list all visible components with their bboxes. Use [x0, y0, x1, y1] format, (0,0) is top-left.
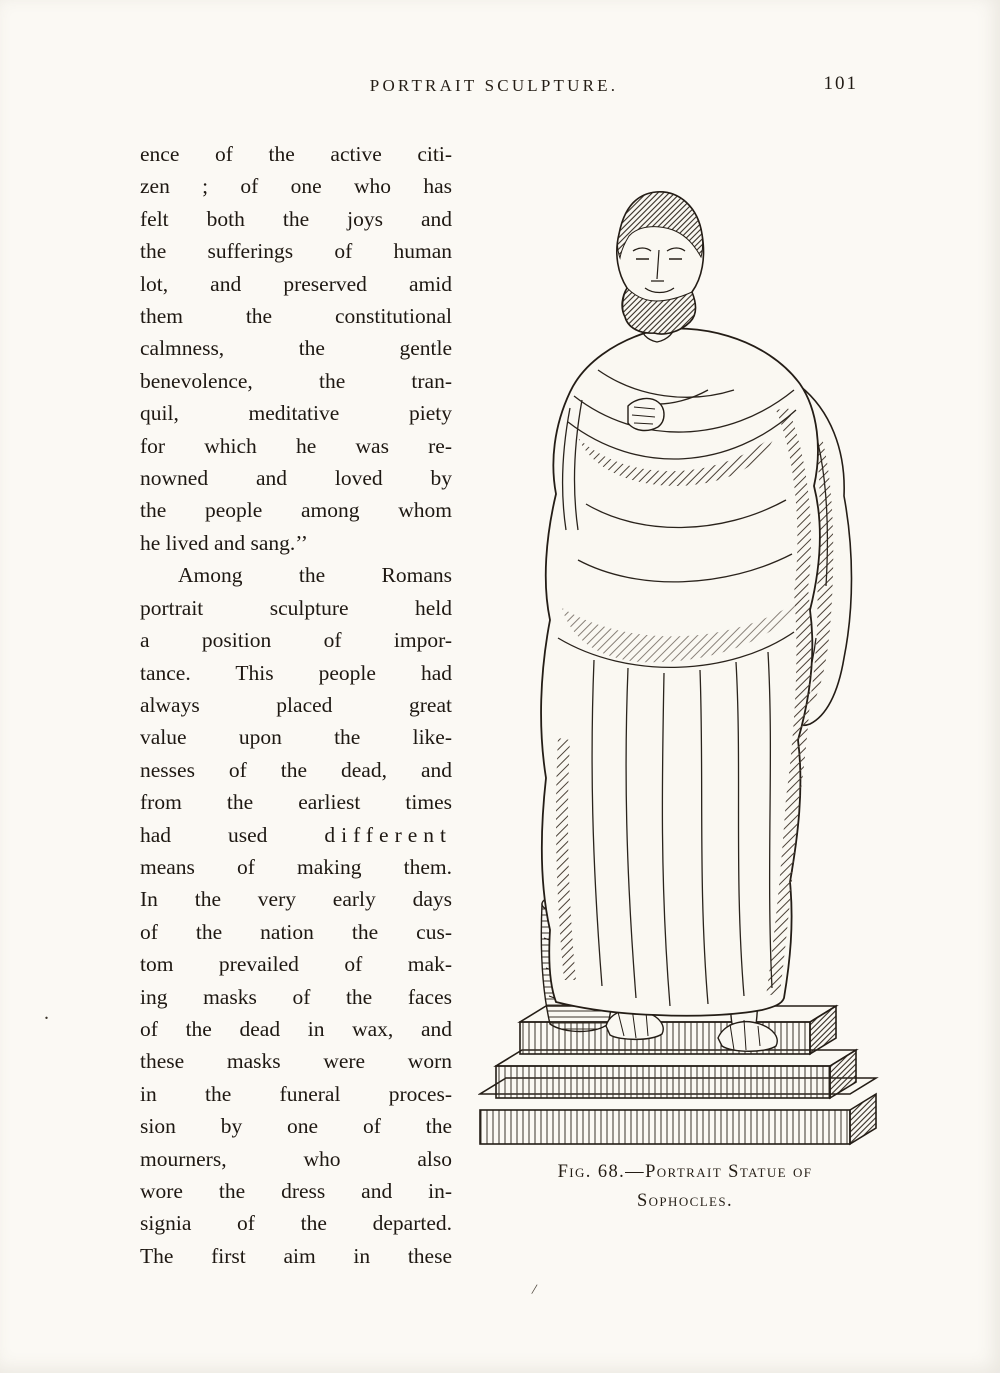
- text-line: had used different: [140, 822, 452, 847]
- text-line: ing masks of the faces: [140, 984, 452, 1009]
- text-line: benevolence, the tran-: [140, 368, 452, 393]
- text-line: nesses of the dead, and: [140, 757, 452, 782]
- text-line: Among the Romans: [178, 563, 452, 588]
- text-line: always placed great: [140, 692, 452, 717]
- letterspaced-word: different: [324, 822, 452, 847]
- text-line: ence of the active citi-: [140, 142, 452, 166]
- text-line: nowned and loved by: [140, 466, 452, 491]
- pedestal: [480, 1006, 876, 1144]
- text-line: means of making them.: [140, 854, 452, 879]
- text-line: he lived and sang.’’: [140, 530, 308, 555]
- figure-caption-line1: Fig. 68.—Portrait Statue of: [557, 1162, 813, 1182]
- text-line: from the earliest times: [140, 790, 452, 815]
- text-line: in the funeral proces-: [140, 1081, 452, 1106]
- text-line: value upon the like-: [140, 725, 452, 750]
- text-line: a position of impor-: [140, 628, 452, 653]
- text-line: In the very early days: [140, 887, 452, 912]
- page-number: 101: [823, 73, 858, 94]
- scan-artifact-dot: .: [44, 1002, 49, 1024]
- text-line: them the constitutional: [140, 304, 452, 329]
- text-line: tom prevailed of mak-: [140, 952, 452, 977]
- text-line: zen ; of one who has: [140, 174, 452, 199]
- figure-sophocles: [478, 138, 892, 1158]
- text-line: tance. This people had: [140, 660, 452, 685]
- text-line: for which he was re-: [140, 433, 452, 458]
- text-line: The first aim in these: [140, 1243, 452, 1268]
- statue-engraving-illustration: [478, 138, 892, 1158]
- running-head: PORTRAIT SCULPTURE.: [369, 76, 619, 95]
- text-line: lot, and preserved amid: [140, 271, 452, 296]
- text-line: sion by one of the: [140, 1114, 452, 1139]
- text-line: calmness, the gentle: [140, 336, 452, 361]
- text-line: mourners, who also: [140, 1146, 452, 1171]
- text-line: of the nation the cus-: [140, 919, 452, 944]
- figure-caption: [478, 1158, 892, 1216]
- text-line: felt both the joys and: [140, 206, 452, 231]
- text-line: the people among whom: [140, 498, 452, 523]
- scan-artifact-slash: /: [530, 1281, 538, 1299]
- figure-caption-line2: Sophocles.: [636, 1191, 734, 1211]
- statue-body: [541, 322, 820, 1016]
- text-line: the sufferings of human: [140, 239, 452, 264]
- text-line: these masks were worn: [140, 1049, 452, 1074]
- text-line: signia of the departed.: [140, 1211, 452, 1236]
- text-line: wore the dress and in-: [140, 1179, 452, 1203]
- text-column: [140, 138, 452, 1272]
- statue-head: [617, 192, 704, 334]
- text-line: quil, meditative piety: [140, 401, 452, 426]
- text-line: portrait sculpture held: [140, 595, 452, 620]
- text-line: of the dead in wax, and: [140, 1016, 452, 1041]
